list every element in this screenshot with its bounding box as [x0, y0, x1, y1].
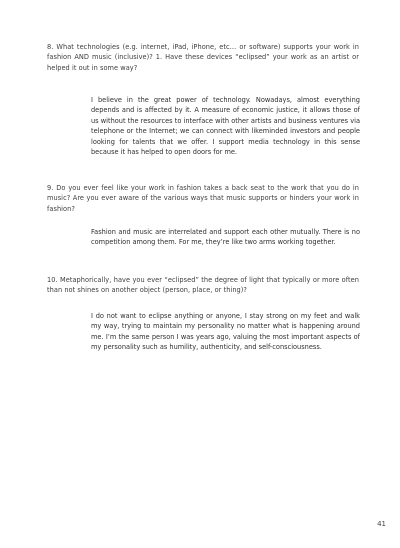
answer-8: I believe in the great power of technology. Nowadays, almost everything depends and is affected by it. A measure of economic justice, it allows those of us without the resources to interface with other artists and business ventures via telephone or the Internet; we can connect with likeminded investors and people looking for talents that we offer. I support media technology in this sense because it has helped to open doors for me. — [91, 96, 360, 157]
question-8: 8. What technologies (e.g. internet, iPad, iPhone, etc… or software) supports your work in fashion AND music (inclusive)? 1. Have these devices “eclipsed” your work as an artist or helped it out in some way? — [47, 43, 359, 72]
answer-9: Fashion and music are interrelated and support each other mutually. There is no competition among them. For me, they’re like two arms working together. — [91, 228, 360, 247]
page-number: 41 — [377, 520, 386, 528]
answer-10: I do not want to eclipse anything or anyone, I stay strong on my feet and walk my way, trying to maintain my personality no matter what is happening around me. I’m the same person I was years ago, valuing the most important aspects of my personality such as humility, authenticity, and self-consciousness. — [91, 312, 360, 352]
question-10: 10. Metaphorically, have you ever “eclipsed” the degree of light that typically or more often than not shines on another object (person, place, or thing)? — [47, 276, 359, 295]
question-9: 9. Do you ever feel like your work in fashion takes a back seat to the work that you do in music? Are you ever aware of the various ways that music supports or hinders your work in fashion? — [47, 184, 359, 213]
